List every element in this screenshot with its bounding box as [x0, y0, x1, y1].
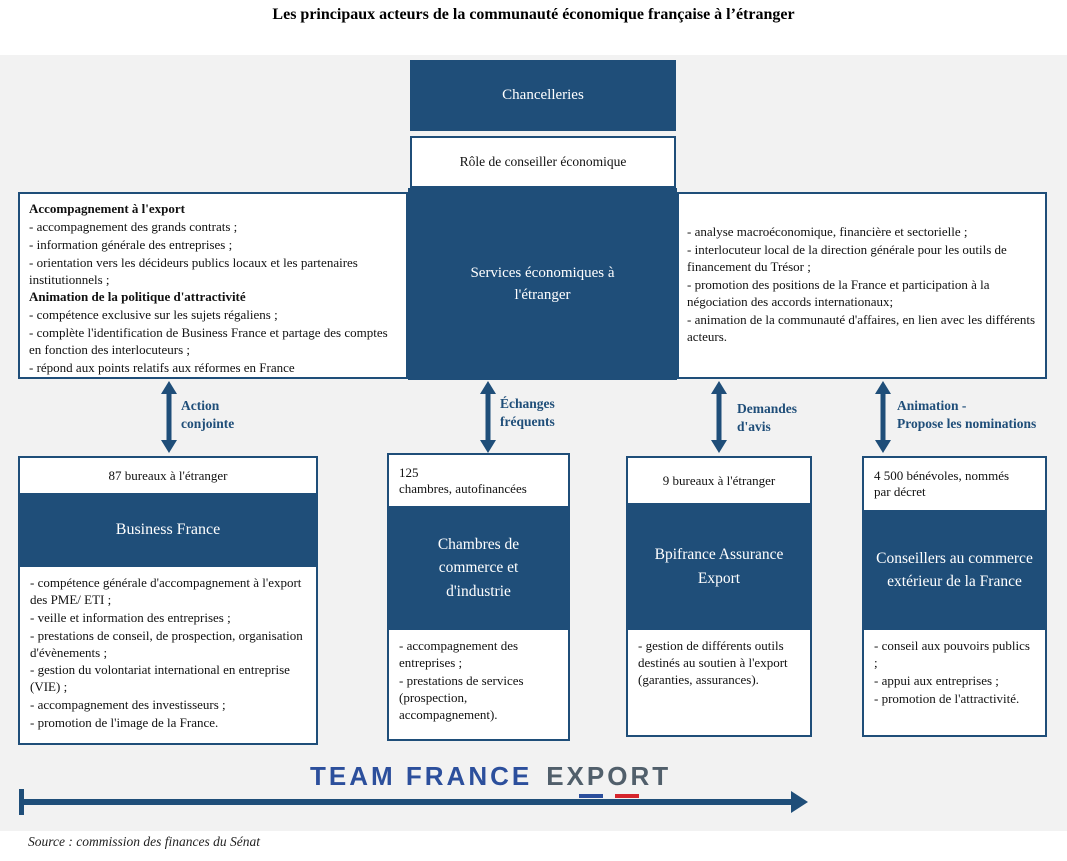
list-item: - promotion de l'attractivité. — [874, 690, 1020, 706]
french-flag-icon — [579, 794, 639, 798]
link-label-action-conjointe: Action conjointe — [181, 398, 235, 431]
left-panel-item: - compétence exclusive sur les sujets régaliens ; — [29, 307, 278, 323]
bracket-line — [22, 799, 792, 805]
chancelleries-label: Chancelleries — [502, 87, 584, 103]
stat-line: 125 — [399, 464, 419, 480]
link-label-echanges-frequents: Échanges fréquents — [500, 396, 555, 429]
stat-line: 4 500 bénévoles, nommés — [874, 468, 1010, 483]
stat-line: chambres, autofinancées — [399, 480, 527, 496]
right-panel-item: - interlocuteur local de la direction générale pour les outils de financement du Trésor ; — [687, 242, 1007, 275]
cce-stat-box — [862, 456, 1047, 512]
right-panel-item: - animation de la communauté d'affaires, en lien avec les différents acteurs. — [687, 311, 1036, 344]
stat-line: par décret — [874, 484, 926, 499]
list-item: - veille et information des entreprises ; — [30, 609, 231, 625]
stat-line: 87 bureaux à l'étranger — [108, 467, 228, 483]
flag-red-bar — [615, 794, 639, 798]
services-right-panel — [677, 192, 1047, 379]
link-label-animation-nominations: Animation - Propose les nominations — [897, 398, 1037, 431]
bpifrance-stat-box — [626, 456, 812, 505]
stat-line: 9 bureaux à l'étranger — [662, 472, 776, 488]
left-panel-item: - accompagnement des grands contrats ; — [29, 218, 238, 234]
double-arrow-animation-nominations-icon — [874, 381, 892, 453]
left-panel-item: - répond aux points relatifs aux réformes en France — [29, 360, 295, 376]
bpifrance-list — [626, 628, 812, 737]
list-item: - conseil aux pouvoirs publics ; — [874, 638, 1030, 670]
list-item: - promotion de l'image de la France. — [30, 715, 219, 731]
right-panel-item: - analyse macroéconomique, financière et sectorielle ; — [687, 224, 968, 240]
cci-stat-box — [387, 453, 570, 508]
role-conseiller-label: Rôle de conseiller économique — [459, 154, 627, 169]
left-panel-item: - complète l'identification de Business France et partage des comptes en fonction des interlocuteurs ; — [29, 325, 388, 358]
flag-blue-bar — [579, 794, 603, 798]
services-left-panel — [18, 192, 408, 379]
services-economiques-label: Services économiques à l'étranger — [470, 264, 615, 303]
list-item: - accompagnement des investisseurs ; — [30, 697, 226, 713]
page-title: Les principaux acteurs de la communauté économique française à l’étranger — [272, 6, 795, 23]
cci-list — [387, 628, 570, 741]
right-panel-item: - promotion des positions de la France et participation à la négociation des accords internationaux; — [687, 277, 990, 309]
double-arrow-demandes-avis-icon — [710, 381, 728, 453]
business-france-title-box: Business France — [18, 495, 318, 565]
list-item: - prestations de services (prospection, accompagnement). — [399, 672, 524, 722]
cce-list — [862, 628, 1047, 737]
left-panel-item: - orientation vers les décideurs publics locaux et les partenaires institutionnels ; — [29, 254, 358, 287]
bpifrance-title-box: Bpifrance Assurance Export — [626, 505, 812, 628]
source-caption: Source : commission des finances du Sénat — [28, 834, 260, 849]
left-panel-item: - information générale des entreprises ; — [29, 236, 233, 252]
double-arrow-action-conjointe-icon — [160, 381, 178, 453]
role-conseiller-box — [410, 136, 676, 188]
logo-export-wrap — [546, 761, 671, 798]
link-label-demandes-avis: Demandes d'avis — [737, 401, 797, 434]
logo-team-france-text: TEAM FRANCE — [310, 761, 533, 791]
list-item: - appui aux entreprises ; — [874, 672, 999, 688]
cci-title-box: Chambres de commerce et d'industrie — [387, 508, 570, 628]
list-item: - gestion du volontariat international en entreprise (VIE) ; — [30, 662, 290, 695]
left-panel-section2-title: Animation de la politique d'attractivité — [29, 289, 246, 305]
list-item: - prestations de conseil, de prospection, organisation d'évènements ; — [30, 627, 303, 660]
services-economiques-box — [408, 188, 677, 380]
chancelleries-box — [410, 60, 676, 131]
cce-title-box: Conseillers au commerce extérieur de la France — [862, 512, 1047, 628]
bracket-right-arrow-icon — [791, 791, 808, 813]
business-france-stat-box — [18, 456, 318, 495]
double-arrow-echanges-frequents-icon — [479, 381, 497, 453]
left-panel-section1-title: Accompagnement à l'export — [29, 201, 185, 216]
list-item: - accompagnement des entreprises ; — [399, 638, 519, 670]
logo-export-text: EXPORT — [546, 761, 672, 791]
team-france-export-logo — [310, 761, 671, 798]
list-item: - compétence générale d'accompagnement à l'export des PME/ ETI ; — [30, 575, 302, 607]
business-france-list — [18, 565, 318, 745]
list-item: - gestion de différents outils destinés au soutien à l'export (garanties, assurances). — [638, 638, 788, 687]
